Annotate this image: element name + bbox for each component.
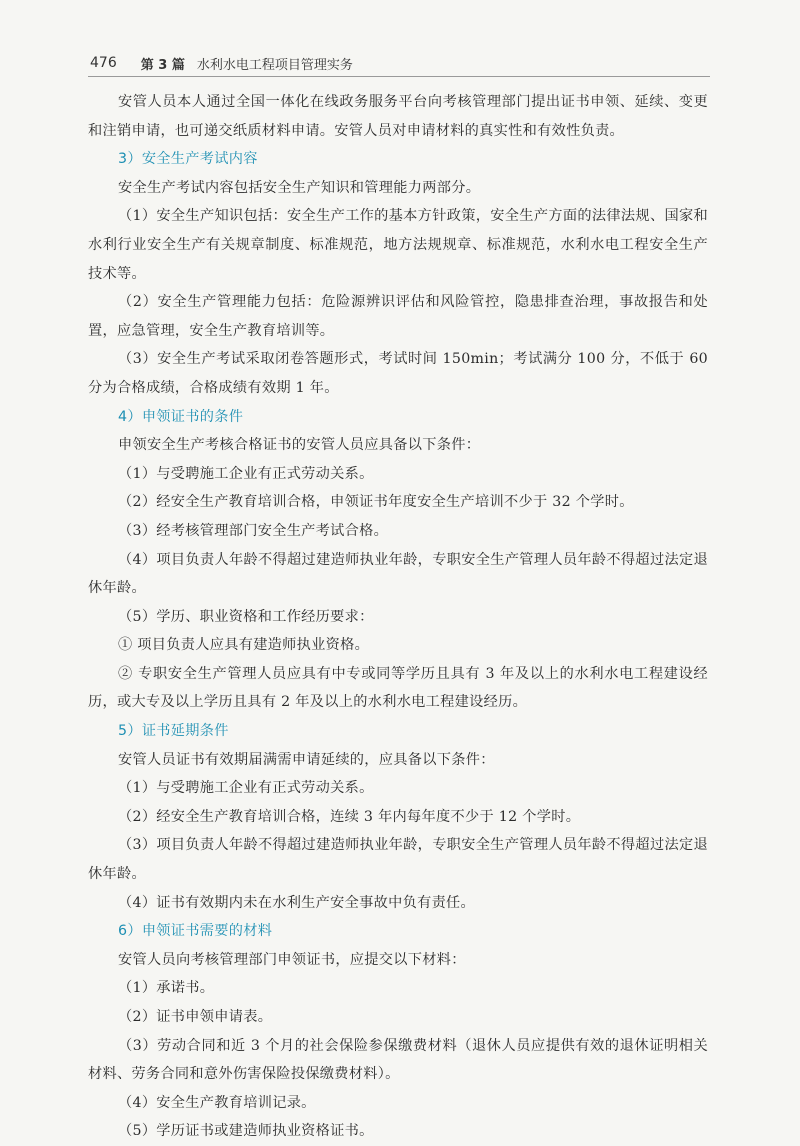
book-title: 水利水电工程项目管理实务 [196,57,353,73]
section-5-item: （2）经安全生产教育培训合格，连续 3 年内每年度不少于 12 个学时。 [118,808,581,825]
section-6-item: （1）承诺书。 [118,980,215,997]
page-content [88,88,708,1146]
section-6-heading: 6）申领证书需要的材料 [118,923,273,940]
header-rule [88,76,710,77]
section-5-item: （3）项目负责人年龄不得超过建造师执业年龄，专职安全生产管理人员年龄不得超过法定退休年龄。 [88,837,708,883]
section-6-item: （4）安全生产教育培训记录。 [118,1094,316,1111]
section-3-item: （1）安全生产知识包括：安全生产工作的基本方针政策，安全生产方面的法律法规、国家和水利行业安全生产有关规章制度、标准规范，地方法规规章、标准规范，水利水电工程安全生产技术等。 [88,208,708,282]
section-4-subitem: ① 项目负责人应具有建造师执业资格。 [118,637,370,654]
section-3-heading: 3）安全生产考试内容 [118,151,258,168]
part-label: 第 3 篇 [140,57,185,73]
section-4-heading: 4）申领证书的条件 [118,408,244,425]
section-6-item: （3）劳动合同和近 3 个月的社会保险参保缴费材料（退休人员应提供有效的退休证明相关材料、劳务合同和意外伤害保险投保缴费材料）。 [88,1037,708,1083]
section-4-item: （3）经考核管理部门安全生产考试合格。 [118,522,389,539]
section-3-lead: 安全生产考试内容包括安全生产知识和管理能力两部分。 [118,179,481,196]
section-3-item: （2）安全生产管理能力包括：危险源辨识评估和风险管控，隐患排查治理，事故报告和处置，应急管理，安全生产教育培训等。 [88,294,708,339]
section-6-lead: 安管人员向考核管理部门申领证书，应提交以下材料： [118,951,466,968]
section-4-item: （4）项目负责人年龄不得超过建造师执业年龄，专职安全生产管理人员年龄不得超过法定退休年龄。 [88,551,708,597]
section-6-item: （2）证书申领申请表。 [118,1009,273,1025]
section-5-lead: 安管人员证书有效期届满需申请延续的，应具备以下条件： [118,751,495,768]
section-5-item: （1）与受聘施工企业有正式劳动关系。 [118,780,374,797]
section-4-item: （1）与受聘施工企业有正式劳动关系。 [118,465,374,482]
section-5-item: （4）证书有效期内未在水利生产安全事故中负有责任。 [118,894,476,911]
section-4-item: （5）学历、职业资格和工作经历要求： [118,608,374,625]
intro-paragraph: 安管人员本人通过全国一体化在线政务服务平台向考核管理部门提出证书申领、延续、变更和注销申请，也可递交纸质材料申请。安管人员对申请材料的真实性和有效性负责。 [88,94,708,139]
page-number: 476 [90,55,117,71]
section-4-item: （2）经安全生产教育培训合格，申领证书年度安全生产培训不少于 32 个学时。 [118,494,634,511]
section-4-lead: 申领安全生产考核合格证书的安管人员应具备以下条件： [118,437,481,454]
page-header [90,52,710,74]
section-5-heading: 5）证书延期条件 [118,723,229,740]
section-6-item: （5）学历证书或建造师执业资格证书。 [118,1123,374,1140]
section-3-item: （3）安全生产考试采取闭卷答题形式，考试时间 150min；考试满分 100 分，不低于 60 分为合格成绩，合格成绩有效期 1 年。 [88,351,708,396]
section-4-subitem: ② 专职安全生产管理人员应具有中专或同等学历且具有 3 年及以上的水利水电工程建设经历，或大专及以上学历且具有 2 年及以上的水利水电工程建设经历。 [88,665,708,711]
